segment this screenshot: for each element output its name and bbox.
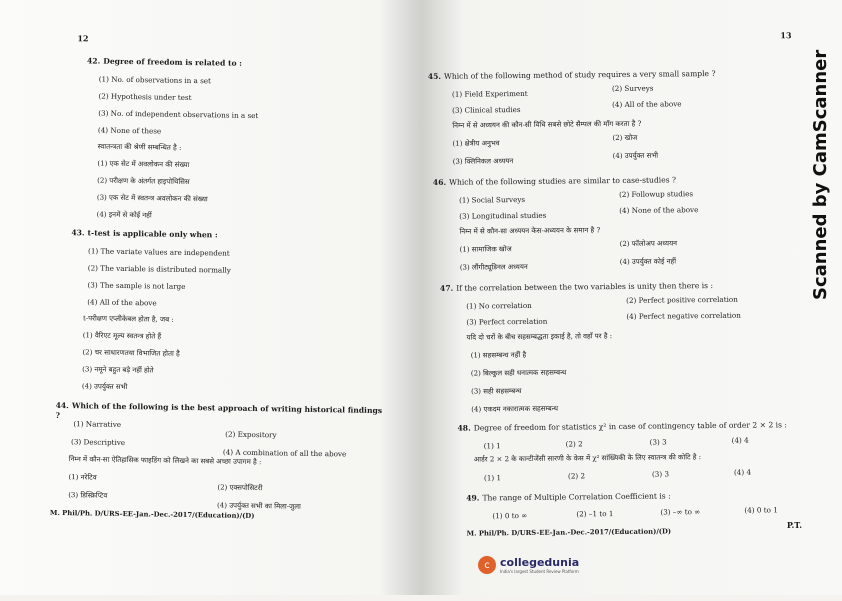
page-footer: M. Phil/Ph. D/URS-EE-Jan.-Dec.-2017/(Education)/(D) — [49, 508, 255, 521]
question-stem: Degree of freedom is related to : — [103, 56, 243, 68]
option: (2) Surveys — [611, 83, 654, 94]
hindi-option: (2) फॉलोअप अध्ययन — [619, 239, 678, 248]
option: (3) The sample is not large — [87, 280, 186, 291]
option: (4) All of the above — [612, 99, 682, 110]
option: (3) No. of independent observations in a set — [98, 108, 259, 121]
option: (3) –∞ to ∞ — [660, 507, 701, 517]
option: (4) None of these — [97, 125, 162, 136]
hindi-stem: स्वातन्त्रता की श्रेणी सम्बन्धित है : — [97, 142, 182, 152]
hindi-option: (3) 3 — [651, 469, 670, 479]
option: (1) 1 — [483, 441, 501, 451]
option: (3) Descriptive — [71, 437, 126, 448]
option: (1) No. of observations in a set — [98, 74, 212, 86]
question-number: 44. — [55, 400, 69, 411]
option: (2) Expository — [225, 429, 277, 440]
hindi-option: (3) क्लिनिकल अध्ययन — [452, 157, 514, 166]
question-48 — [457, 420, 797, 434]
hindi-stem: निम्न में कौन-सा ऐतिहासिक फाइडिंग को लिखने का सबसे अच्छा उपागम है : — [68, 455, 262, 467]
question-stem: If the correlation between the two variables is unity then there is : — [456, 280, 714, 293]
hindi-option: (4) उपर्युक्त सभी का मिला-जुला — [217, 501, 301, 511]
hindi-option: (2) चर साधारणतया विभाजित होता है — [82, 348, 180, 358]
option: (1) Narrative — [73, 419, 122, 429]
question-43 — [71, 228, 371, 243]
question-number: 49. — [466, 493, 480, 503]
hindi-option: (3) नमूने बहुत बड़े नहीं होते — [82, 365, 154, 375]
option: (2) Hypothesis under test — [98, 91, 192, 103]
question-number: 45. — [427, 71, 442, 81]
hindi-option: (4) इनमें से कोई नहीं — [96, 210, 152, 220]
hindi-option: (1) क्षेत्रीय अनुभव — [452, 139, 500, 148]
option: (1) The variate values are independent — [87, 246, 230, 258]
hindi-stem: t-परीक्षण एप्लीकेबल होता है, जब : — [82, 314, 174, 324]
hindi-stem: निम्न में से अध्ययन की कौन-सी विधि सबसे छोटे सैम्पल की माँग करता है ? — [452, 119, 642, 130]
option: (3) Clinical studies — [452, 105, 521, 115]
question-46 — [433, 174, 773, 188]
question-45 — [428, 68, 768, 82]
hindi-stem: निम्न में से कौन-सा अध्ययन केस-अध्ययन के समान है ? — [459, 226, 601, 236]
option: (4) A combination of all the above — [222, 447, 347, 459]
hindi-stem: यदि दो चरों के बीच सहसम्बद्धता इकाई है, तो वहाँ पर है : — [466, 332, 613, 342]
question-stem: Which of the following method of study requires a very small sample ? — [443, 68, 716, 81]
hindi-option: (1) नरेटिव — [68, 473, 97, 482]
hindi-option: (2) परीक्षण के अंतर्गत हाइपोथिसिस — [97, 176, 190, 187]
option: (2) The variable is distributed normally — [87, 263, 231, 275]
question-stem: Which of the following is the best approach of writing historical findings ? — [55, 401, 383, 420]
option: (1) Social Surveys — [459, 194, 526, 205]
hindi-option: (1) सामाजिक खोज — [459, 245, 512, 254]
question-number: 42. — [86, 56, 101, 66]
option: (2) 2 — [565, 439, 583, 449]
hindi-option: (3) सही सहसम्बन्ध — [471, 387, 522, 396]
option: (1) No correlation — [466, 300, 532, 311]
hindi-stem: आर्डर 2 × 2 के कान्टीजेंसी सारणी के केस में χ² सांख्यिकी के लिए स्वातन्त्र की कोटि है : — [473, 453, 702, 464]
hindi-option: (2) एक्सपोसिटरी — [217, 483, 263, 493]
question-49 — [466, 490, 796, 503]
hindi-option: (2) बिल्कुल सही धनात्मक सहसम्बन्ध — [470, 368, 567, 378]
option: (4) 0 to 1 — [744, 505, 778, 515]
hindi-option: (4) उपर्युक्त कोई नहीं — [619, 257, 677, 266]
hindi-option: (3) एक सेट में स्वतन्त्र अवलोकन की संख्या — [96, 193, 208, 204]
page-turn-marker: P.T. — [786, 520, 802, 530]
question-stem: Degree of freedom for statistics χ² in case of contingency table of order 2 × 2 is : — [473, 420, 788, 433]
hindi-option: (2) खोज — [612, 133, 638, 143]
page-number: 13 — [780, 30, 792, 41]
option: (3) 3 — [649, 437, 667, 447]
hindi-option: (4) उपर्युक्त सभी — [612, 151, 659, 161]
hindi-option: (4) एकदम नकारात्मक सहसम्बन्ध — [471, 404, 559, 414]
logo-name: collegedunia — [500, 556, 580, 569]
question-42 — [87, 56, 387, 71]
logo-icon: c — [478, 556, 496, 574]
option: (1) 0 to ∞ — [492, 510, 528, 521]
option: (4) None of the above — [619, 205, 699, 215]
hindi-option: (1) वैरिएट मूल्य स्वतन्त्र होते हैं — [82, 331, 162, 341]
page-number: 12 — [77, 33, 89, 44]
option: (2) Followup studies — [619, 189, 694, 199]
question-stem: t-test is applicable only when : — [87, 228, 218, 240]
option: (1) Field Experiment — [451, 88, 528, 99]
logo-tagline: India's largest Student Review Platform — [500, 569, 579, 574]
option: (2) Perfect positive correlation — [626, 294, 738, 305]
question-number: 48. — [457, 423, 471, 433]
left-page — [0, 0, 415, 601]
hindi-option: (1) 1 — [483, 473, 502, 483]
collegedunia-logo — [478, 556, 579, 574]
question-stem: The range of Multiple Correlation Coefficient is : — [482, 491, 671, 503]
option: (3) Longitudinal studies — [459, 210, 547, 221]
page-footer: M. Phil/Ph. D/URS-EE-Jan.-Dec.-2017/(Education)/(D) — [466, 527, 672, 538]
question-47 — [440, 280, 780, 294]
hindi-option: (3) डिस्क्रिप्टिव — [68, 491, 108, 500]
question-stem: Which of the following studies are similar to case-studies ? — [449, 175, 677, 187]
hindi-option: (2) 2 — [567, 471, 586, 481]
option: (4) All of the above — [87, 297, 157, 308]
option: (2) –1 to 1 — [576, 509, 614, 519]
hindi-option: (4) 4 — [733, 467, 752, 477]
question-number: 43. — [71, 228, 85, 238]
option: (4) 4 — [731, 435, 749, 445]
scanner-watermark: Scanned by CamScanner — [810, 49, 831, 300]
hindi-option: (1) सहसम्बन्ध नहीं है — [470, 350, 527, 360]
option: (3) Perfect correlation — [466, 316, 548, 327]
hindi-option: (1) एक सेट में अवलोकन की संख्या — [97, 159, 190, 169]
right-page — [425, 0, 791, 595]
question-number: 46. — [432, 177, 447, 187]
hindi-option: (4) उपर्युक्त सभी — [81, 382, 128, 392]
hindi-option: (3) लौंगीट्यूडिनल अध्ययन — [459, 262, 528, 272]
option: (4) Perfect negative correlation — [626, 310, 741, 321]
question-number: 47. — [439, 283, 454, 293]
